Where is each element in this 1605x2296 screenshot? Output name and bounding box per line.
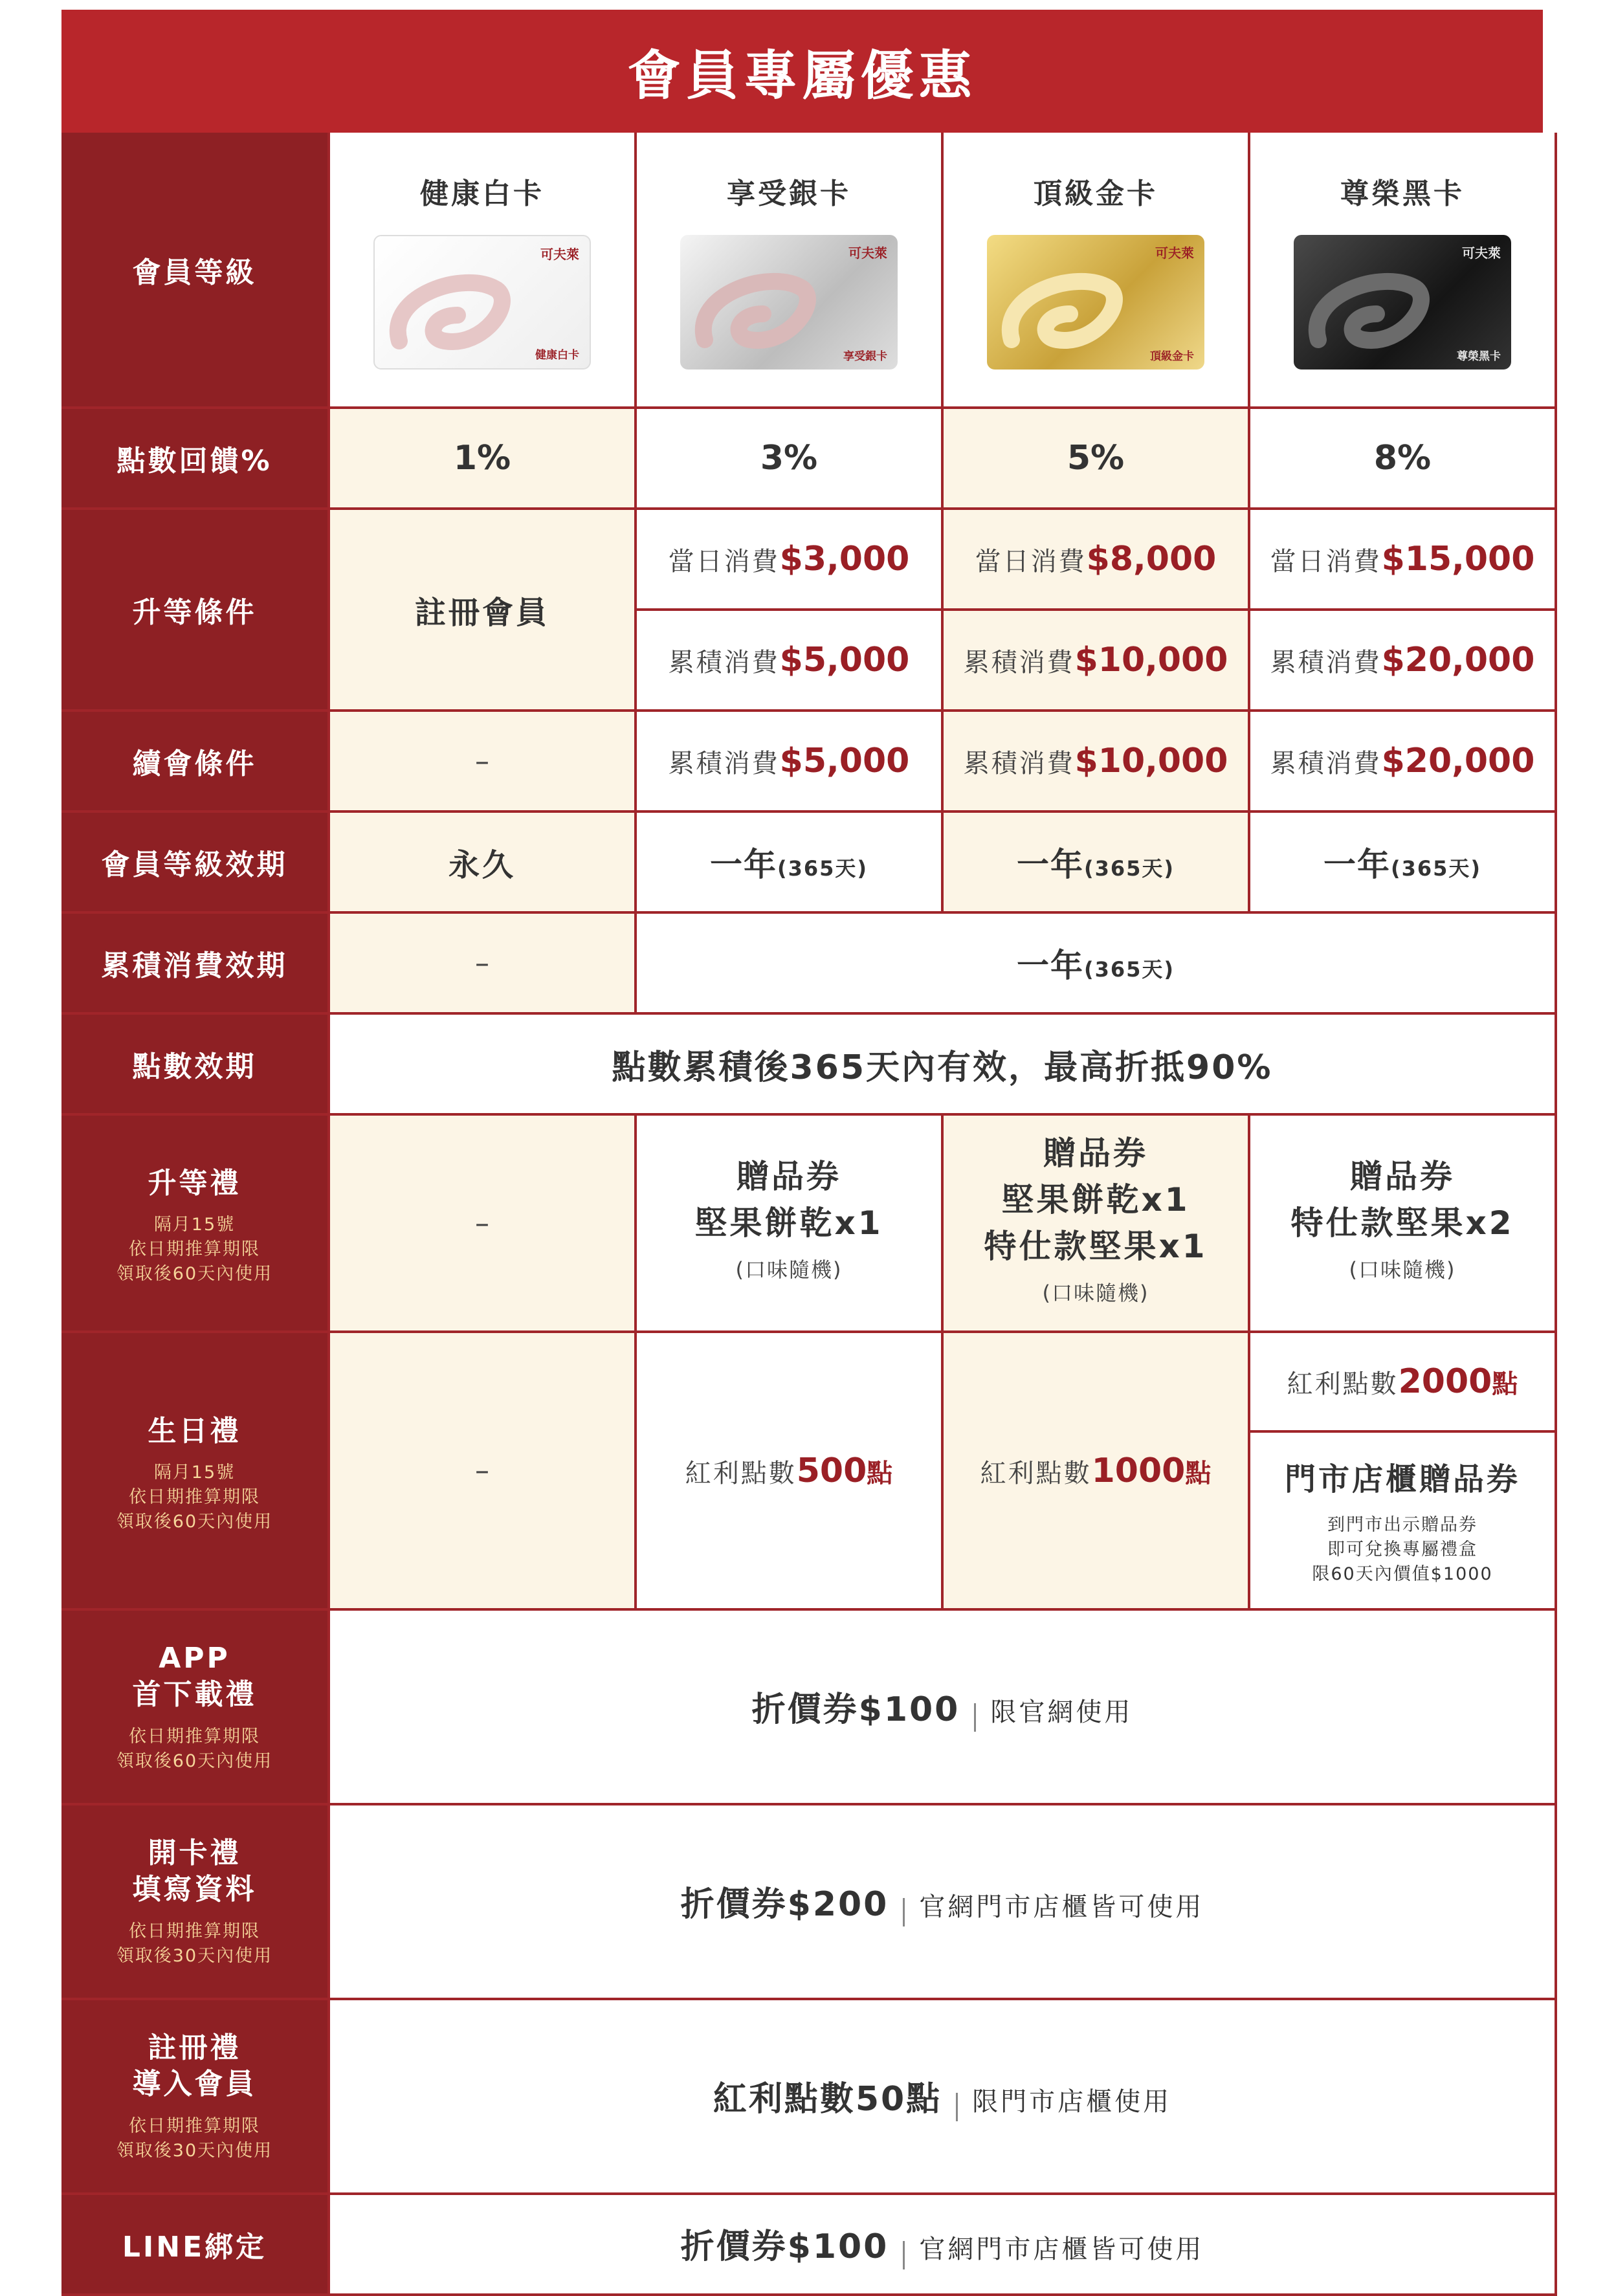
birthday-gift-black-points — [1250, 1333, 1555, 1430]
upgrade-cumulative-silver — [637, 611, 941, 709]
store-voucher-note: 到門市出示贈品券 — [1327, 1515, 1478, 1535]
row-header-title: 開卡禮 — [148, 1836, 241, 1870]
bonus-label: 紅利點數 — [685, 1458, 797, 1488]
upgrade-white: 註冊會員 — [330, 510, 634, 709]
brand-swoosh-icon — [999, 269, 1135, 359]
usage-note: 限官網使用 — [990, 1697, 1133, 1727]
validity-gold — [944, 813, 1248, 911]
note-line: 依日期推算期限 — [128, 2115, 260, 2136]
upgrade-gift-silver — [637, 1116, 941, 1330]
row-header-notes — [116, 1919, 272, 1969]
gift-line: 贈品券 — [1043, 1134, 1148, 1172]
note-line: 領取後30天內使用 — [116, 2140, 273, 2161]
gold-card-image — [987, 235, 1204, 370]
benefits-table — [61, 133, 1557, 2296]
note-line: 依日期推算期限 — [128, 1921, 260, 1941]
card-brand: 可夫萊 — [1462, 245, 1501, 261]
row-header-birthday-gift — [61, 1333, 327, 1608]
usage-note: 官網門市店櫃皆可使用 — [919, 1892, 1204, 1922]
cumulative-amount: $10,000 — [1074, 641, 1228, 679]
level-gold — [944, 133, 1248, 406]
gift-flavor-note: (口味隨機) — [1042, 1281, 1149, 1305]
row-header-title: 填寫資料 — [132, 1872, 257, 1906]
days-text: (365天) — [1083, 957, 1175, 982]
points-rate-black: 8% — [1250, 409, 1555, 507]
card-label: 享受銀卡 — [843, 349, 887, 363]
line-gift-detail — [330, 2195, 1555, 2293]
row-header-points-validity: 點數效期 — [61, 1015, 327, 1113]
upgrade-gift-gold — [944, 1116, 1248, 1330]
divider — [974, 1703, 976, 1732]
gift-line: 贈品券 — [736, 1158, 841, 1195]
row-header-notes — [116, 1461, 272, 1534]
row-header-notes — [116, 1725, 272, 1774]
card-brand: 可夫萊 — [848, 245, 887, 261]
gift-line: 贈品券 — [1350, 1158, 1455, 1195]
level-silver — [637, 133, 941, 406]
gift-line: 特仕款堅果x1 — [984, 1228, 1208, 1265]
voucher-amount: $100 — [858, 1690, 960, 1729]
renewal-silver — [637, 712, 941, 810]
usage-note: 官網門市店櫃皆可使用 — [919, 2235, 1204, 2265]
bonus-label: 紅利點數 — [980, 1458, 1092, 1488]
birthday-gift-black-store — [1250, 1433, 1555, 1608]
voucher-label: 折價券 — [680, 2227, 788, 2267]
usage-note: 限門市店櫃使用 — [972, 2086, 1172, 2117]
note-line: 領取後60天內使用 — [116, 1264, 273, 1284]
level-name: 頂級金卡 — [1034, 177, 1158, 210]
gift-line: 堅果餅乾x1 — [1001, 1181, 1190, 1219]
brand-swoosh-icon — [1305, 269, 1441, 359]
row-header-title: 升等禮 — [148, 1167, 241, 1200]
note-line: 領取後30天內使用 — [116, 1945, 273, 1966]
row-header-upgrade-gift — [61, 1116, 327, 1330]
renewal-label: 累積消費 — [1270, 749, 1382, 778]
gift-line: 特仕款堅果x2 — [1290, 1204, 1514, 1242]
daily-amount: $8,000 — [1086, 540, 1217, 579]
note-line: 領取後60天內使用 — [116, 1511, 273, 1532]
app-gift-detail — [330, 1611, 1555, 1803]
upgrade-daily-black — [1250, 510, 1555, 608]
row-header-title: APP — [159, 1641, 230, 1675]
black-card-image — [1294, 235, 1511, 370]
card-label: 尊榮黑卡 — [1457, 349, 1501, 363]
page-title: 會員專屬優惠 — [61, 10, 1543, 133]
renewal-label: 累積消費 — [963, 749, 1075, 778]
renewal-label: 累積消費 — [668, 749, 780, 778]
register-gift-detail — [330, 2000, 1555, 2192]
level-name: 享受銀卡 — [727, 177, 851, 210]
cumulative-validity-white: – — [330, 914, 634, 1012]
year-text: 一年 — [1016, 947, 1084, 984]
points-rate-silver: 3% — [637, 409, 941, 507]
silver-card-image — [680, 235, 898, 370]
row-header-upgrade: 升等條件 — [61, 510, 327, 709]
note-line: 依日期推算期限 — [128, 1486, 260, 1507]
daily-label: 當日消費 — [975, 547, 1087, 577]
bonus-label: 紅利點數 — [1287, 1369, 1399, 1399]
divider — [903, 2241, 905, 2269]
row-header-register-gift — [61, 2000, 327, 2192]
validity-black — [1250, 813, 1555, 911]
divider — [956, 2093, 958, 2121]
bonus-unit: 點 — [1185, 1458, 1212, 1488]
voucher-amount: $100 — [787, 2227, 889, 2267]
daily-amount: $3,000 — [779, 540, 910, 579]
card-brand: 可夫萊 — [540, 246, 579, 262]
row-header-points-rate: 點數回饋% — [61, 409, 327, 507]
renewal-amount: $20,000 — [1381, 742, 1535, 780]
daily-label: 當日消費 — [668, 547, 780, 577]
bonus-points: 1000 — [1091, 1451, 1186, 1490]
voucher-label: 折價券 — [680, 1884, 788, 1924]
divider — [903, 1898, 905, 1926]
card-label: 健康白卡 — [535, 348, 579, 362]
row-header-cumulative-validity: 累積消費效期 — [61, 914, 327, 1012]
bonus-unit: 點 — [867, 1458, 893, 1488]
card-label: 頂級金卡 — [1150, 349, 1194, 363]
open-gift-detail — [330, 1805, 1555, 1998]
note-line: 依日期推算期限 — [128, 1726, 260, 1747]
upgrade-daily-silver — [637, 510, 941, 608]
bonus-unit: 點 — [1492, 1369, 1518, 1399]
gift-flavor-note: (口味隨機) — [1349, 1257, 1456, 1282]
days-text: (365天) — [777, 856, 869, 881]
level-white — [330, 133, 634, 406]
row-header-notes — [116, 1213, 272, 1286]
row-header-renewal: 續會條件 — [61, 712, 327, 810]
cumulative-validity-paid — [637, 914, 1555, 1012]
white-card-image — [373, 235, 591, 370]
level-black — [1250, 133, 1555, 406]
store-voucher-note: 限60天內價值$1000 — [1312, 1564, 1493, 1584]
renewal-amount: $5,000 — [779, 742, 910, 780]
cumulative-amount: $5,000 — [779, 641, 910, 679]
note-line: 領取後60天內使用 — [116, 1750, 273, 1771]
year-text: 一年 — [1016, 846, 1084, 883]
row-header-app-gift — [61, 1611, 327, 1803]
birthday-gift-white: – — [330, 1333, 634, 1608]
store-voucher-note: 即可兌換專屬禮盒 — [1327, 1540, 1478, 1560]
row-header-title: 導入會員 — [132, 2067, 257, 2101]
upgrade-gift-black — [1250, 1116, 1555, 1330]
cumulative-label: 累積消費 — [963, 648, 1075, 678]
points-validity-text: 點數累積後365天內有效，最高折抵90% — [330, 1015, 1555, 1113]
level-name: 健康白卡 — [420, 177, 544, 210]
gift-line: 堅果餅乾x1 — [694, 1204, 883, 1242]
gift-flavor-note: (口味隨機) — [735, 1257, 843, 1282]
validity-silver — [637, 813, 941, 911]
store-voucher-title: 門市店櫃贈品券 — [1284, 1461, 1520, 1497]
voucher-amount: $200 — [787, 1884, 889, 1924]
row-header-levels: 會員等級 — [61, 133, 327, 406]
cumulative-amount: $20,000 — [1381, 641, 1535, 679]
cumulative-label: 累積消費 — [668, 648, 780, 678]
row-header-open-gift — [61, 1805, 327, 1998]
validity-white: 永久 — [330, 813, 634, 911]
daily-label: 當日消費 — [1270, 547, 1382, 577]
level-name: 尊榮黑卡 — [1340, 177, 1465, 210]
points-rate-white: 1% — [330, 409, 634, 507]
year-text: 一年 — [1323, 846, 1391, 883]
renewal-amount: $10,000 — [1074, 742, 1228, 780]
brand-swoosh-icon — [692, 269, 828, 359]
year-text: 一年 — [709, 846, 777, 883]
row-header-title: 註冊禮 — [148, 2031, 241, 2064]
note-line: 隔月15號 — [153, 1215, 236, 1235]
upgrade-cumulative-black — [1250, 611, 1555, 709]
birthday-gift-silver — [637, 1333, 941, 1608]
days-text: (365天) — [1390, 856, 1482, 881]
upgrade-daily-gold — [944, 510, 1248, 608]
renewal-black — [1250, 712, 1555, 810]
upgrade-cumulative-gold — [944, 611, 1248, 709]
cumulative-label: 累積消費 — [1270, 648, 1382, 678]
note-line: 依日期推算期限 — [128, 1239, 260, 1259]
bonus-points: 500 — [796, 1451, 867, 1490]
points-rate-gold: 5% — [944, 409, 1248, 507]
bonus-main: 紅利點數50點 — [713, 2079, 942, 2119]
birthday-gift-gold — [944, 1333, 1248, 1608]
row-header-notes — [116, 2114, 272, 2163]
card-brand: 可夫萊 — [1155, 245, 1194, 261]
days-text: (365天) — [1083, 856, 1175, 881]
upgrade-gift-white: – — [330, 1116, 634, 1330]
daily-amount: $15,000 — [1381, 540, 1535, 579]
row-header-line: LINE綁定 — [61, 2195, 327, 2293]
brand-swoosh-icon — [386, 270, 522, 360]
voucher-label: 折價券 — [751, 1690, 859, 1729]
renewal-gold — [944, 712, 1248, 810]
row-header-title: 首下載禮 — [132, 1677, 257, 1711]
row-header-validity: 會員等級效期 — [61, 813, 327, 911]
renewal-white: – — [330, 712, 634, 810]
row-header-title: 生日禮 — [148, 1414, 241, 1448]
bonus-points: 2000 — [1398, 1362, 1492, 1401]
note-line: 隔月15號 — [153, 1462, 236, 1483]
